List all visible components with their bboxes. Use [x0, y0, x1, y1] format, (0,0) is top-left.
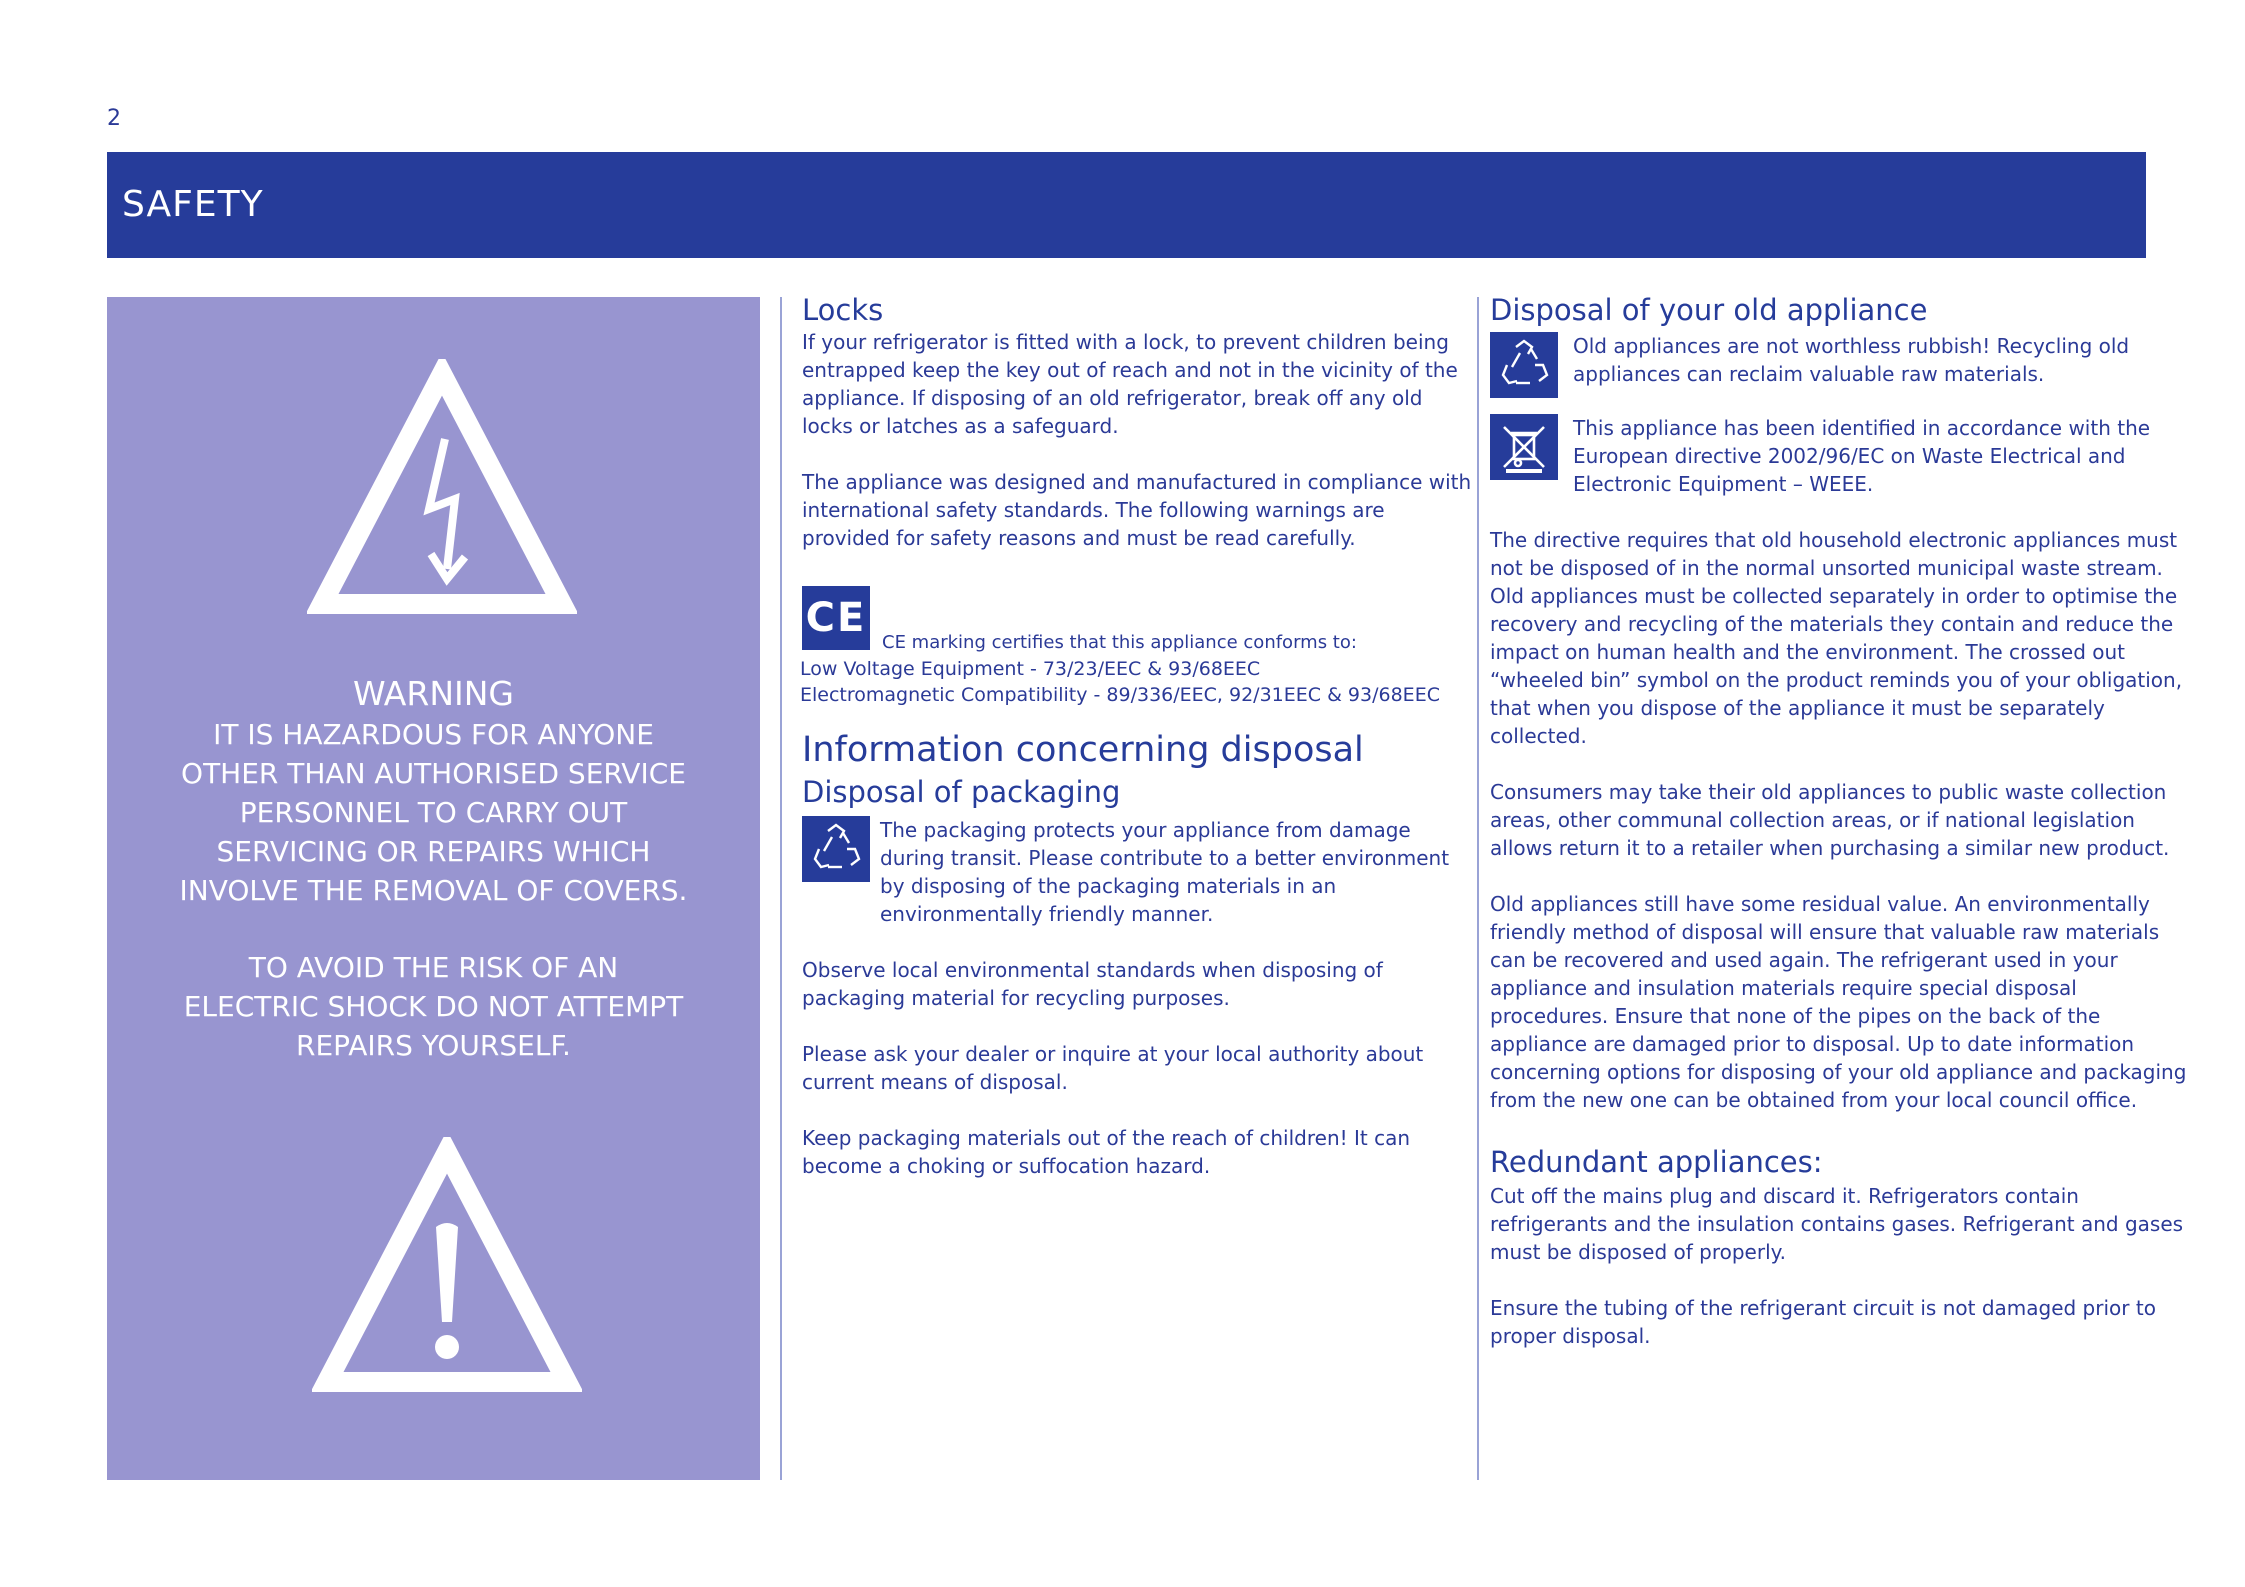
- ask-text: Please ask your dealer or inquire at your local authority about current means of disposal.: [802, 1042, 1424, 1094]
- ce-line-low-voltage: Low Voltage Equipment - 73/23/EEC & 93/68EEC: [800, 658, 1261, 680]
- page-number: 2: [107, 106, 121, 131]
- warning-line: INVOLVE THE REMOVAL OF COVERS.: [179, 874, 688, 907]
- tubing-text: Ensure the tubing of the refrigerant circuit is not damaged prior to proper disposal.: [1490, 1296, 2156, 1348]
- warning-line: TO AVOID THE RISK OF AN: [248, 951, 619, 984]
- packaging-text: The packaging protects your appliance from damage during transit. Please contribute to a better environment by disposing of the packaging materials in an environmentally friendly manner.: [880, 818, 1450, 926]
- packaging-heading: Disposal of packaging: [802, 775, 1121, 809]
- warning-line: IT IS HAZARDOUS FOR ANYONE: [213, 718, 654, 751]
- observe-text: Observe local environmental standards when disposing of packaging material for recycling purposes.: [802, 958, 1383, 1010]
- ce-mark-label: CE: [805, 595, 867, 641]
- warning-line: PERSONNEL TO CARRY OUT: [239, 796, 628, 829]
- warning-message: [107, 673, 760, 1065]
- warning-heading: WARNING: [352, 674, 514, 713]
- consumers-text: Consumers may take their old appliances to public waste collection areas, other communal collection areas, or if national legislation allows return it to a retailer when purchasing a similar new product.: [1490, 780, 2170, 860]
- disposal-heading: Information concerning disposal: [802, 730, 1364, 770]
- recycle-icon: [1490, 332, 1558, 398]
- title-bar: [107, 152, 2146, 258]
- cut-plug-text: Cut off the mains plug and discard it. Refrigerators contain refrigerants and the insulation contains gases. Refrigerant and gases must be disposed of properly.: [1490, 1184, 2184, 1264]
- locks-text: If your refrigerator is fitted with a lock, to prevent children being entrapped keep the key out of reach and not in the vicinity of the appliance. If disposing of an old refrigerator, break off any old locks or latches as a safeguard.: [802, 330, 1458, 438]
- redundant-heading: Redundant appliances:: [1490, 1145, 1823, 1179]
- caution-icon: [312, 1137, 582, 1397]
- column-divider: [780, 297, 782, 1480]
- old-appliance-heading: Disposal of your old appliance: [1490, 293, 1928, 327]
- residual-value-text: Old appliances still have some residual value. An environmentally friendly method of disposal will ensure that valuable raw materials can be recovered and used again. The refrigerant used in your appliance and insulation materials require special disposal procedures. Ensure that none of the pipes on the back of the appliance are damaged prior to disposal. Up to date information concerning options for disposing of your old appliance and packaging from the new one can be obtained from your local council office.: [1490, 892, 2187, 1112]
- column-middle: [802, 292, 1472, 1180]
- ce-block: [802, 586, 1472, 708]
- recycle-text: Old appliances are not worthless rubbish! Recycling old appliances can reclaim valuable raw materials.: [1573, 334, 2130, 386]
- keep-away-text: Keep packaging materials out of the reach of children! It can become a choking or suffocation hazard.: [802, 1126, 1411, 1178]
- weee-bin-icon: [1490, 414, 1558, 480]
- ce-intro: CE marking certifies that this appliance conforms to:: [882, 632, 1357, 653]
- warning-line: SERVICING OR REPAIRS WHICH: [216, 835, 651, 868]
- directive-text: The directive requires that old household electronic appliances must not be disposed of in the normal unsorted municipal waste stream. Old appliances must be collected separately in order to optimise the recovery and recycling of the materials they contain and reduce the impact on human health and the environment. The crossed out “wheeled bin” symbol on the product reminds you of your obligation, that when you dispose of the appliance it must be separately collected.: [1490, 528, 2183, 748]
- compliance-text: The appliance was designed and manufactured in compliance with international safety standards. The following warnings are provided for safety reasons and must be read carefully.: [802, 470, 1472, 550]
- ce-mark-icon: [802, 586, 870, 650]
- electric-hazard-icon: [307, 359, 577, 619]
- warning-line: REPAIRS YOURSELF.: [296, 1029, 571, 1062]
- warning-panel: [107, 297, 760, 1480]
- locks-heading: Locks: [802, 293, 884, 327]
- column-right: [1490, 292, 2196, 1350]
- weee-text: This appliance has been identified in accordance with the European directive 2002/96/EC on Waste Electrical and Electronic Equipment – WEEE.: [1573, 416, 2151, 496]
- column-divider: [1477, 297, 1479, 1480]
- ce-line-emc: Electromagnetic Compatibility - 89/336/EEC, 92/31EEC & 93/68EEC: [800, 684, 1440, 706]
- recycle-icon: [802, 816, 870, 882]
- warning-line: OTHER THAN AUTHORISED SERVICE: [181, 757, 686, 790]
- page-title: SAFETY: [122, 184, 264, 225]
- warning-line: ELECTRIC SHOCK DO NOT ATTEMPT: [183, 990, 684, 1023]
